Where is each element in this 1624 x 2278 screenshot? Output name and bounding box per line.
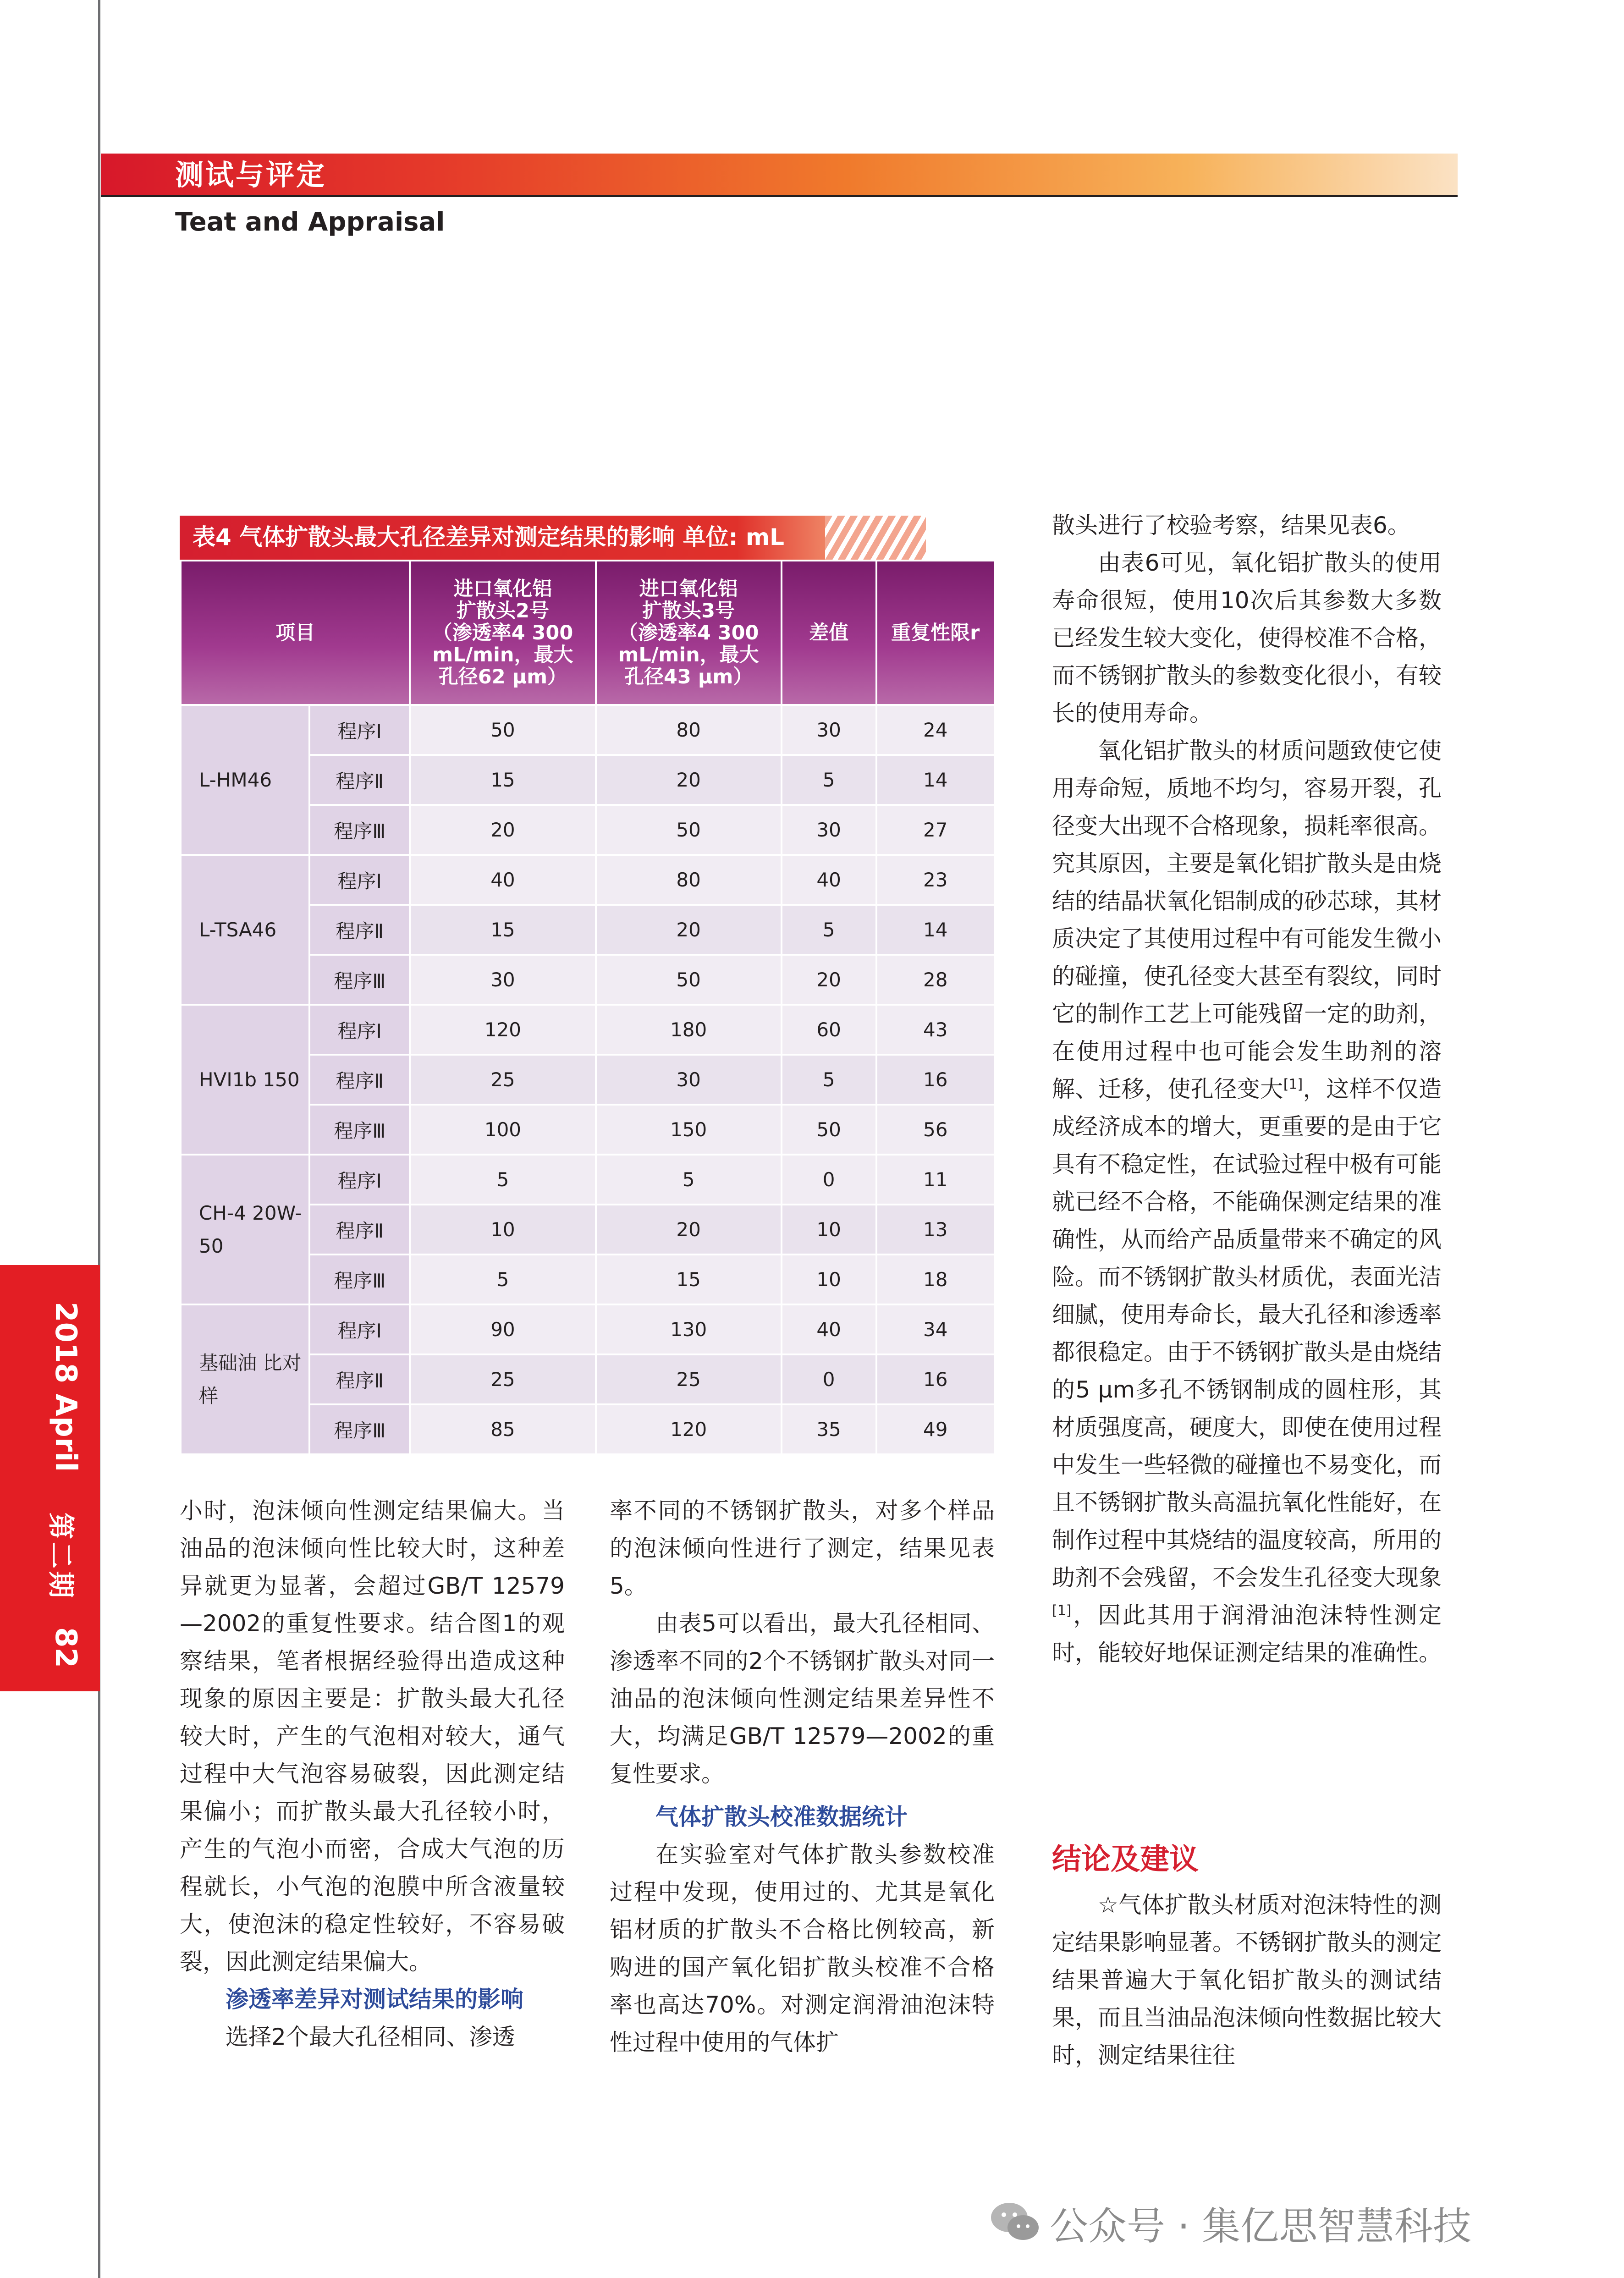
watermark-text: 公众号 · 集亿思智慧科技 bbox=[1050, 2204, 1472, 2249]
procedure-label: 程序Ⅱ bbox=[309, 1205, 410, 1255]
procedure-label: 程序Ⅱ bbox=[309, 1354, 410, 1404]
cell-diffuser-2: 25 bbox=[410, 1354, 595, 1404]
cell-repeatability: 18 bbox=[876, 1255, 995, 1304]
table-row bbox=[181, 855, 995, 905]
header-diffuser-2: 进口氧化铝 扩散头2号 （渗透率4 300 mL/min，最大 孔径62 μm） bbox=[410, 561, 595, 705]
cell-diffuser-3: 80 bbox=[596, 705, 782, 755]
group-label: CH-4 20W-50 bbox=[181, 1155, 309, 1304]
wechat-icon bbox=[990, 2200, 1040, 2244]
cell-diffuser-2: 20 bbox=[410, 805, 595, 855]
cell-diffuser-2: 15 bbox=[410, 905, 595, 955]
cell-diffuser-2: 90 bbox=[410, 1304, 595, 1354]
cell-difference: 5 bbox=[782, 755, 876, 805]
cell-diffuser-3: 50 bbox=[596, 805, 782, 855]
procedure-label: 程序Ⅰ bbox=[309, 1304, 410, 1354]
cell-repeatability: 56 bbox=[876, 1105, 995, 1155]
page-number: 82 bbox=[49, 1627, 83, 1668]
cell-diffuser-2: 120 bbox=[410, 1005, 595, 1055]
table-row bbox=[181, 1005, 995, 1055]
cell-diffuser-3: 30 bbox=[596, 1055, 782, 1105]
table-row bbox=[181, 705, 995, 755]
cell-diffuser-3: 180 bbox=[596, 1005, 782, 1055]
side-year-month: 2018 April bbox=[49, 1302, 83, 1472]
cell-diffuser-3: 20 bbox=[596, 905, 782, 955]
cell-diffuser-2: 100 bbox=[410, 1105, 595, 1155]
table-title: 表4 气体扩散头最大孔径差异对测定结果的影响 单位: mL bbox=[193, 524, 784, 550]
paragraph: 在实验室对气体扩散头参数校准过程中发现，使用过的、尤其是氧化铝材质的扩散头不合格比例较高，新购进的国产氧化铝扩散头校准不合格率也高达70%。对测定润滑油泡沫特性过程中使用的气体扩 bbox=[610, 1841, 995, 2056]
cell-difference: 35 bbox=[782, 1404, 876, 1454]
cell-repeatability: 23 bbox=[876, 855, 995, 905]
side-issue: 第二期 bbox=[45, 1513, 77, 1601]
page-margin-line bbox=[98, 0, 100, 2278]
cell-repeatability: 28 bbox=[876, 955, 995, 1005]
cell-diffuser-3: 120 bbox=[596, 1404, 782, 1454]
procedure-label: 程序Ⅲ bbox=[309, 805, 410, 855]
text-column-3-continued bbox=[1052, 1886, 1442, 2074]
cell-diffuser-2: 5 bbox=[410, 1255, 595, 1304]
cell-diffuser-3: 15 bbox=[596, 1255, 782, 1304]
cell-repeatability: 13 bbox=[876, 1205, 995, 1255]
cell-diffuser-2: 5 bbox=[410, 1155, 595, 1205]
procedure-label: 程序Ⅱ bbox=[309, 905, 410, 955]
cell-difference: 5 bbox=[782, 1055, 876, 1105]
procedure-label: 程序Ⅰ bbox=[309, 855, 410, 905]
cell-difference: 10 bbox=[782, 1255, 876, 1304]
citation: [1] bbox=[1283, 1076, 1303, 1093]
paragraph: 由表6可见，氧化铝扩散头的使用寿命很短，使用10次后其参数大多数已经发生较大变化，使得校准不合格，而不锈钢扩散头的参数变化很小，有较长的使用寿命。 bbox=[1052, 550, 1442, 726]
cell-repeatability: 34 bbox=[876, 1304, 995, 1354]
section-title-cn: 测试与评定 bbox=[175, 158, 327, 192]
cell-difference: 30 bbox=[782, 805, 876, 855]
paragraph: 氧化铝扩散头的材质问题致使它使用寿命短，质地不均匀，容易开裂，孔径变大出现不合格现象，损耗率很高。究其原因，主要是氧化铝扩散头是由烧结的结晶状氧化铝制成的砂芯球，其材质决定了其使用过程中有可能发生微小的碰撞，使孔径变大甚至有裂纹，同时它的制作工艺上可能残留一定的助剂，在使用过程中也可能会发生助剂的溶解、迁移，使孔径变大[1]，这样不仅造成经济成本的增大，更重要的是由于它具有不稳定性，在试验过程中极有可能就已经不合格，不能确保测定结果的准确性，从而给产品质量带来不确定的风险。而不锈钢扩散头材质优，表面光洁细腻，使用寿命长，最大孔径和渗透率都很稳定。由于不锈钢扩散头是由烧结的5 μm多孔不锈钢制成的圆柱形，其材质强度高，硬度大，即使在使用过程中发生一些轻微的碰撞也不易变化，而且不锈钢扩散头高温抗氧化性能好，在制作过程中其烧结的温度较高，所用的助剂不会残留，不会发生孔径变大现象[1]，因此其用于润滑油泡沫特性测定时，能较好地保证测定结果的准确性。 bbox=[1052, 737, 1442, 1666]
text-column-2 bbox=[610, 1492, 995, 2061]
group-label: HVI1b 150 bbox=[181, 1005, 309, 1155]
cell-difference: 10 bbox=[782, 1205, 876, 1255]
cell-difference: 5 bbox=[782, 905, 876, 955]
cell-diffuser-2: 10 bbox=[410, 1205, 595, 1255]
cell-difference: 50 bbox=[782, 1105, 876, 1155]
header-diffuser-3: 进口氧化铝 扩散头3号 （渗透率4 300 mL/min，最大 孔径43 μm） bbox=[596, 561, 782, 705]
procedure-label: 程序Ⅱ bbox=[309, 1055, 410, 1105]
cell-repeatability: 14 bbox=[876, 755, 995, 805]
data-table bbox=[180, 560, 996, 1455]
paragraph: 率不同的不锈钢扩散头，对多个样品的泡沫倾向性进行了测定，结果见表5。 bbox=[610, 1497, 995, 1599]
cell-diffuser-3: 50 bbox=[596, 955, 782, 1005]
cell-repeatability: 27 bbox=[876, 805, 995, 855]
cell-diffuser-2: 50 bbox=[410, 705, 595, 755]
subheading: 气体扩散头校准数据统计 bbox=[655, 1804, 908, 1830]
cell-diffuser-2: 85 bbox=[410, 1404, 595, 1454]
cell-repeatability: 16 bbox=[876, 1354, 995, 1404]
citation: [1] bbox=[1052, 1602, 1072, 1619]
procedure-label: 程序Ⅰ bbox=[309, 1005, 410, 1055]
section-title-en: Teat and Appraisal bbox=[175, 207, 445, 237]
text-column-3 bbox=[1052, 506, 1442, 1672]
cell-repeatability: 49 bbox=[876, 1404, 995, 1454]
cell-diffuser-3: 5 bbox=[596, 1155, 782, 1205]
cell-difference: 30 bbox=[782, 705, 876, 755]
group-label: L-HM46 bbox=[181, 705, 309, 855]
paragraph: 散头进行了校验考察，结果见表6。 bbox=[1052, 512, 1410, 539]
procedure-label: 程序Ⅰ bbox=[309, 705, 410, 755]
paragraph: 小时，泡沫倾向性测定结果偏大。当油品的泡沫倾向性比较大时，这种差异就更为显著，会超过GB/T 12579—2002的重复性要求。结合图1的观察结果，笔者根据经验得出造成这种现象的原因主要是：扩散头最大孔径较大时，产生的气泡相对较大，通气过程中大气泡容易破裂，因此测定结果偏小；而扩散头最大孔径较小时，产生的气泡小而密，合成大气泡的历程就长，小气泡的泡膜中所含液量较大，使泡沫的稳定性较好，不容易破裂，因此测定结果偏大。 bbox=[180, 1497, 565, 1975]
cell-diffuser-2: 15 bbox=[410, 755, 595, 805]
cell-diffuser-3: 25 bbox=[596, 1354, 782, 1404]
cell-difference: 40 bbox=[782, 1304, 876, 1354]
procedure-label: 程序Ⅲ bbox=[309, 1255, 410, 1304]
paragraph: 由表5可以看出，最大孔径相同、渗透率不同的2个不锈钢扩散头对同一油品的泡沫倾向性测定结果差异性不大，均满足GB/T 12579—2002的重复性要求。 bbox=[610, 1610, 995, 1787]
group-label: 基础油 比对样 bbox=[181, 1304, 309, 1454]
header-difference: 差值 bbox=[782, 561, 876, 705]
header-item: 项目 bbox=[181, 561, 410, 705]
text-column-1 bbox=[180, 1492, 565, 2056]
table-title-stripe bbox=[825, 516, 926, 560]
cell-repeatability: 43 bbox=[876, 1005, 995, 1055]
paragraph: 选择2个最大孔径相同、渗透 bbox=[226, 2024, 515, 2050]
table-row bbox=[181, 1155, 995, 1205]
table-row bbox=[181, 1304, 995, 1354]
cell-difference: 0 bbox=[782, 1155, 876, 1205]
cell-difference: 20 bbox=[782, 955, 876, 1005]
procedure-label: 程序Ⅲ bbox=[309, 955, 410, 1005]
cell-repeatability: 16 bbox=[876, 1055, 995, 1105]
cell-diffuser-3: 20 bbox=[596, 1205, 782, 1255]
group-label: L-TSA46 bbox=[181, 855, 309, 1005]
procedure-label: 程序Ⅰ bbox=[309, 1155, 410, 1205]
cell-diffuser-3: 20 bbox=[596, 755, 782, 805]
procedure-label: 程序Ⅲ bbox=[309, 1404, 410, 1454]
cell-diffuser-2: 40 bbox=[410, 855, 595, 905]
cell-difference: 0 bbox=[782, 1354, 876, 1404]
procedure-label: 程序Ⅱ bbox=[309, 755, 410, 805]
cell-diffuser-3: 150 bbox=[596, 1105, 782, 1155]
procedure-label: 程序Ⅲ bbox=[309, 1105, 410, 1155]
cell-difference: 60 bbox=[782, 1005, 876, 1055]
cell-difference: 40 bbox=[782, 855, 876, 905]
subheading: 渗透率差异对测试结果的影响 bbox=[226, 1986, 523, 2013]
cell-diffuser-3: 130 bbox=[596, 1304, 782, 1354]
cell-diffuser-2: 25 bbox=[410, 1055, 595, 1105]
section-heading: 结论及建议 bbox=[1052, 1843, 1199, 1876]
cell-repeatability: 11 bbox=[876, 1155, 995, 1205]
header-repeatability: 重复性限r bbox=[876, 561, 995, 705]
cell-repeatability: 24 bbox=[876, 705, 995, 755]
paragraph: ☆气体扩散头材质对泡沫特性的测定结果影响显著。不锈钢扩散头的测定结果普遍大于氧化铝扩散头的测试结果，而且当油品泡沫倾向性数据比较大时，测定结果往往 bbox=[1052, 1892, 1442, 2069]
cell-repeatability: 14 bbox=[876, 905, 995, 955]
cell-diffuser-2: 30 bbox=[410, 955, 595, 1005]
cell-diffuser-3: 80 bbox=[596, 855, 782, 905]
